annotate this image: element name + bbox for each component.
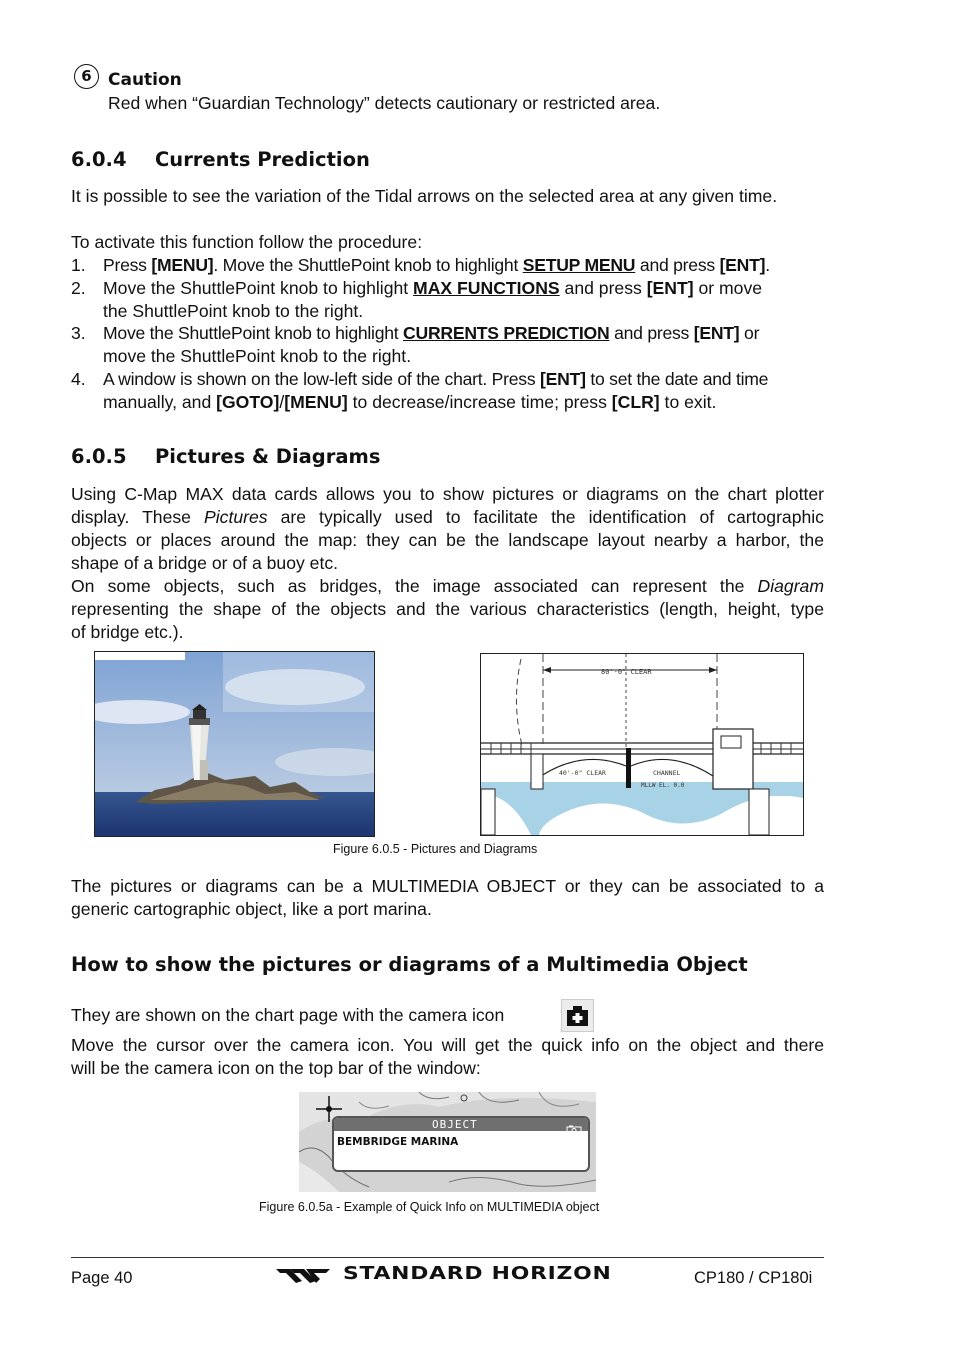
footer-rule <box>71 1257 824 1258</box>
section-heading-multimedia: How to show the pictures or diagrams of a Multimedia Object <box>71 953 748 976</box>
step-1: Press [MENU]. Move the ShuttlePoint knob to highlight SETUP MENU and press [ENT]. <box>103 255 770 275</box>
bridge-diagram <box>480 653 804 836</box>
paragraph-line: display. These Pictures are typically used to facilitate the identification of cartographic <box>71 507 824 527</box>
diagram-label-mllw: MLLW EL. 0.0 <box>641 782 685 789</box>
brand-name: STANDARD HORIZON <box>343 1264 612 1284</box>
step-4-continued: manually, and [GOTO]/[MENU] to decrease/increase time; press [CLR] to exit. <box>103 392 717 412</box>
paragraph-line: Move the cursor over the camera icon. You will get the quick info on the object and there <box>71 1035 824 1055</box>
section-number: 6.0.5 <box>71 445 127 468</box>
quick-info-object-name: BEMBRIDGE MARINA <box>337 1136 459 1148</box>
section-title: Pictures & Diagrams <box>155 445 381 468</box>
diagram-label-channel: CHANNEL <box>653 769 681 777</box>
quick-info-title-bar <box>334 1118 588 1131</box>
quick-info-screenshot <box>299 1092 596 1192</box>
caution-text: Red when “Guardian Technology” detects cautionary or restricted area. <box>108 93 661 113</box>
section-title: Currents Prediction <box>155 148 370 171</box>
step-2: Move the ShuttlePoint knob to highlight MAX FUNCTIONS and press [ENT] or move <box>103 278 763 298</box>
step-4: A window is shown on the low-left side of the chart. Press [ENT] to set the date and time <box>103 369 769 389</box>
caution-number-marker: 6 <box>74 64 99 89</box>
section-heading-currents-prediction <box>71 148 370 171</box>
step-3: Move the ShuttlePoint knob to highlight CURRENTS PREDICTION and press [ENT] or <box>103 323 760 343</box>
diagram-label-clear-bottom: 40'-0" CLEAR <box>559 769 606 777</box>
lighthouse-picture <box>94 651 375 837</box>
paragraph-line: representing the shape of the objects and the various characteristics (length, height, type <box>71 599 824 619</box>
step-2-continued: the ShuttlePoint knob to the right. <box>103 301 364 321</box>
section-number: 6.0.4 <box>71 148 127 171</box>
step-number: 3. <box>71 323 86 343</box>
quick-info-window <box>332 1116 590 1172</box>
figure-caption: Figure 6.0.5 - Pictures and Diagrams <box>333 842 538 856</box>
diagram-label-clear-top: 80'-0" CLEAR <box>601 668 652 676</box>
paragraph-line: The pictures or diagrams can be a MULTIMEDIA OBJECT or they can be associated to a <box>71 876 824 896</box>
paragraph-line: shape of a bridge or of a buoy etc. <box>71 553 339 573</box>
caution-title: Caution <box>108 70 182 90</box>
paragraph-line: objects or places around the map: they can be the landscape layout nearby a harbor, the <box>71 530 824 550</box>
currents-intro: It is possible to see the variation of the Tidal arrows on the selected area at any given time. <box>71 186 778 206</box>
camera-icon-line: They are shown on the chart page with the camera icon <box>71 1005 505 1025</box>
camera-icon <box>566 1119 582 1129</box>
figure-caption: Figure 6.0.5a - Example of Quick Info on MULTIMEDIA object <box>259 1200 600 1214</box>
step-number: 4. <box>71 369 86 389</box>
model-number: CP180 / CP180i <box>694 1269 813 1287</box>
lighthouse-photo <box>95 652 374 836</box>
bridge-diagram-drawing <box>481 654 803 835</box>
paragraph-line: On some objects, such as bridges, the image associated can represent the Diagram <box>71 576 824 596</box>
paragraph-line: of bridge etc.). <box>71 622 184 642</box>
paragraph-line: Using C-Map MAX data cards allows you to show pictures or diagrams on the chart plotter <box>71 484 824 504</box>
section-heading-pictures-diagrams <box>71 445 380 468</box>
quick-info-title: OBJECT <box>432 1118 478 1131</box>
step-number: 2. <box>71 278 86 298</box>
page-number: Page 40 <box>71 1269 133 1287</box>
camera-icon <box>561 999 594 1032</box>
procedure-intro: To activate this function follow the procedure: <box>71 232 423 252</box>
paragraph-line: will be the camera icon on the top bar of the window: <box>71 1058 481 1078</box>
step-number: 1. <box>71 255 86 275</box>
brand-logo-mark <box>276 1267 332 1285</box>
step-3-continued: move the ShuttlePoint knob to the right. <box>103 346 412 366</box>
paragraph-line: generic cartographic object, like a port marina. <box>71 899 432 919</box>
